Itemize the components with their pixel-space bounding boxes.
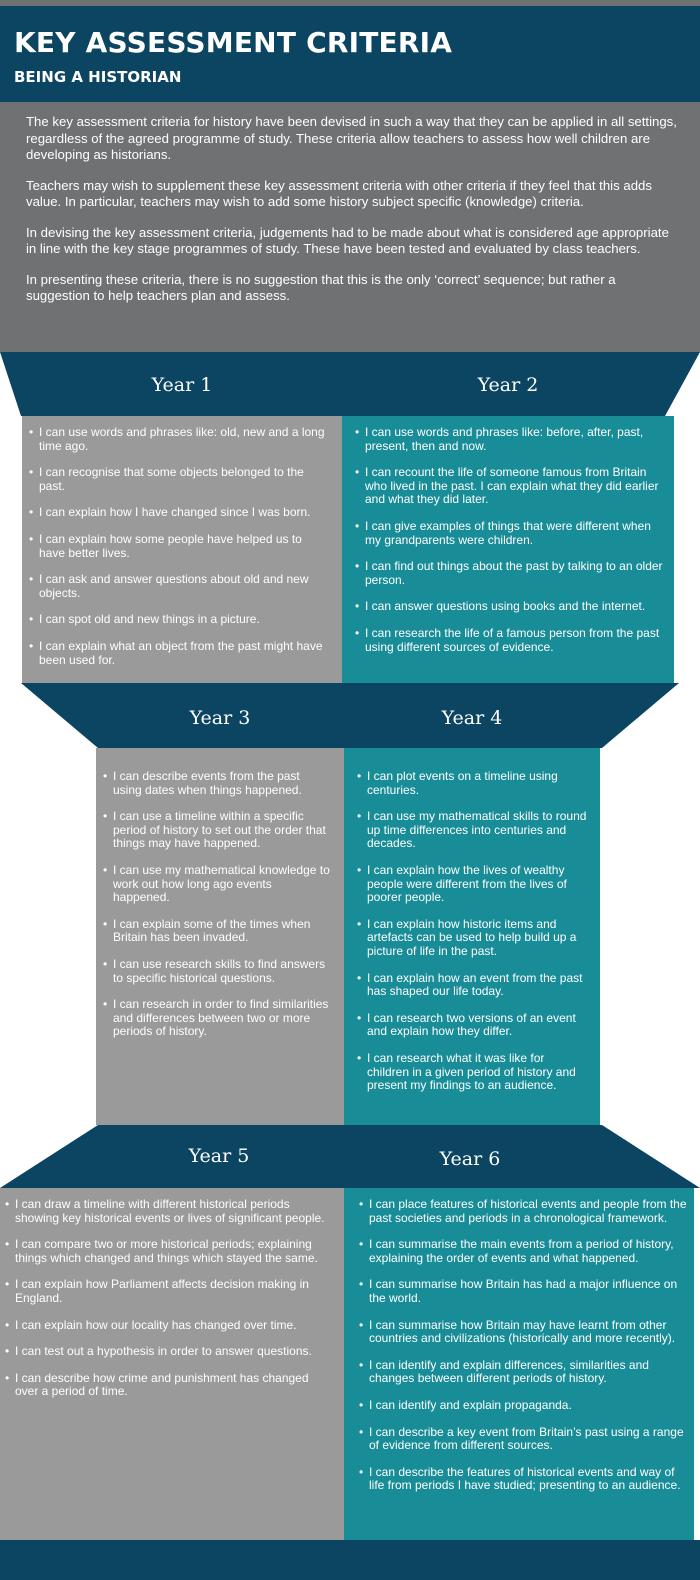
year-1-list (22, 416, 342, 667)
year-6-title: Year 6 (439, 1148, 501, 1170)
criteria-item: • I can use research skills to find answers to specific historical questions. (102, 958, 330, 985)
criteria-item: • I can give examples of things that were different when my grandparents were children. (354, 520, 664, 547)
criteria-item: • I can describe events from the past using dates when things happened. (102, 770, 330, 797)
criteria-item: • I can research the life of a famous person from the past using different sources of evidence. (354, 627, 664, 654)
criteria-item: • I can compare two or more historical periods; explaining things which changed and things which stayed the same. (4, 1238, 330, 1265)
year-band-5-6 (0, 1125, 700, 1188)
page-footer (0, 1540, 700, 1580)
criteria-item: • I can describe the features of historical events and way of life from periods I have studied; presenting to an audience. (358, 1466, 690, 1493)
page-header (0, 6, 700, 102)
year-4-title: Year 4 (441, 707, 503, 729)
intro-paragraph: In presenting these criteria, there is no suggestion that this is the only ‘correct’ sequence; but rather a suggestion to help teachers plan and assess. (26, 271, 616, 303)
criteria-item: • I can recount the life of someone famous from Britain who lived in the past. I can explain what they did earlier and what they did later. (354, 466, 664, 507)
criteria-item: • I can explain how an event from the past has shaped our life today. (356, 972, 588, 999)
year-4-panel (344, 748, 600, 1125)
criteria-item: • I can ask and answer questions about old and new objects. (28, 573, 328, 600)
year-6-list (344, 1188, 694, 1493)
criteria-item: • I can recognise that some objects belonged to the past. (28, 466, 328, 493)
criteria-item: • I can use my mathematical knowledge to work out how long ago events happened. (102, 864, 330, 905)
criteria-item: • I can explain how I have changed since I was born. (28, 506, 328, 520)
criteria-item: • I can plot events on a timeline using centuries. (356, 770, 588, 797)
intro-paragraph: The key assessment criteria for history have been devised in such a way that they can be applied in all settings, regardless of the agreed programme of study. These criteria allow teachers to assess how well children are developing as historians. (26, 114, 677, 162)
intro-section (0, 102, 700, 352)
year-1-panel (22, 416, 342, 683)
year-3-panel (96, 748, 344, 1125)
year-5-title: Year 5 (188, 1145, 250, 1167)
year-1-title: Year 1 (151, 374, 213, 396)
year-4-list (344, 748, 600, 1093)
criteria-item: • I can summarise how Britain may have learnt from other countries and civilizations (historically and more recently). (358, 1319, 690, 1346)
year-2-panel (342, 416, 674, 683)
year-2-title: Year 2 (477, 374, 539, 396)
year-6-panel (344, 1188, 694, 1540)
year-3-list (96, 748, 344, 1039)
criteria-item: • I can describe how crime and punishment has changed over a period of time. (4, 1372, 330, 1399)
criteria-item: • I can draw a timeline with different historical periods showing key historical events or lives of significant people. (4, 1198, 330, 1225)
criteria-item: • I can place features of historical events and people from the past societies and periods in a chronological framework. (358, 1198, 690, 1225)
criteria-item: • I can research in order to find similarities and differences between two or more periods of history. (102, 998, 330, 1039)
criteria-item: • I can test out a hypothesis in order to answer questions. (4, 1345, 330, 1359)
criteria-item: • I can research what it was like for children in a given period of history and present my findings to an audience. (356, 1052, 588, 1093)
year-3-title: Year 3 (189, 707, 251, 729)
criteria-item: • I can explain some of the times when Britain has been invaded. (102, 918, 330, 945)
criteria-item: • I can find out things about the past by talking to an older person. (354, 560, 664, 587)
criteria-item: • I can research two versions of an event and explain how they differ. (356, 1012, 588, 1039)
criteria-item: • I can use my mathematical skills to round up time differences into centuries and decades. (356, 810, 588, 851)
intro-paragraph: In devising the key assessment criteria, judgements had to be made about what is considered age appropriate in line with the key stage programmes of study. These have been tested and evaluated by class teachers. (26, 224, 669, 256)
criteria-item: • I can spot old and new things in a picture. (28, 613, 328, 627)
criteria-item: • I can use words and phrases like: before, after, past, present, then and now. (354, 426, 664, 453)
year-5-panel (0, 1188, 344, 1540)
criteria-item: • I can describe a key event from Britain’s past using a range of evidence from different sources. (358, 1426, 690, 1453)
criteria-item: • I can use words and phrases like: old, new and a long time ago. (28, 426, 328, 453)
year-5-list (0, 1188, 344, 1399)
year-band-3-4 (0, 683, 700, 748)
criteria-item: • I can identify and explain propaganda. (358, 1399, 690, 1413)
intro-paragraph: Teachers may wish to supplement these key assessment criteria with other criteria if they feel that this adds value. In particular, teachers may wish to add some history subject specific (knowledge) criteria. (26, 177, 652, 209)
criteria-item: • I can explain what an object from the past might have been used for. (28, 640, 328, 667)
criteria-item: • I can identify and explain differences, similarities and changes between different periods of history. (358, 1359, 690, 1386)
criteria-item: • I can answer questions using books and the internet. (354, 600, 664, 614)
criteria-item: • I can explain how some people have helped us to have better lives. (28, 533, 328, 560)
page-subtitle: BEING A HISTORIAN (14, 68, 182, 86)
criteria-item: • I can summarise the main events from a period of history, explaining the order of events and what happened. (358, 1238, 690, 1265)
year-2-list (342, 416, 674, 654)
criteria-item: • I can explain how our locality has changed over time. (4, 1319, 330, 1333)
criteria-item: • I can explain how Parliament affects decision making in England. (4, 1278, 330, 1305)
criteria-item: • I can explain how historic items and artefacts can be used to help build up a picture of life in the past. (356, 918, 588, 959)
page-title: KEY ASSESSMENT CRITERIA (14, 26, 453, 59)
criteria-item: • I can explain how the lives of wealthy people were different from the lives of poorer people. (356, 864, 588, 905)
criteria-item: • I can summarise how Britain has had a major influence on the world. (358, 1278, 690, 1305)
criteria-item: • I can use a timeline within a specific period of history to set out the order that things may have happened. (102, 810, 330, 851)
